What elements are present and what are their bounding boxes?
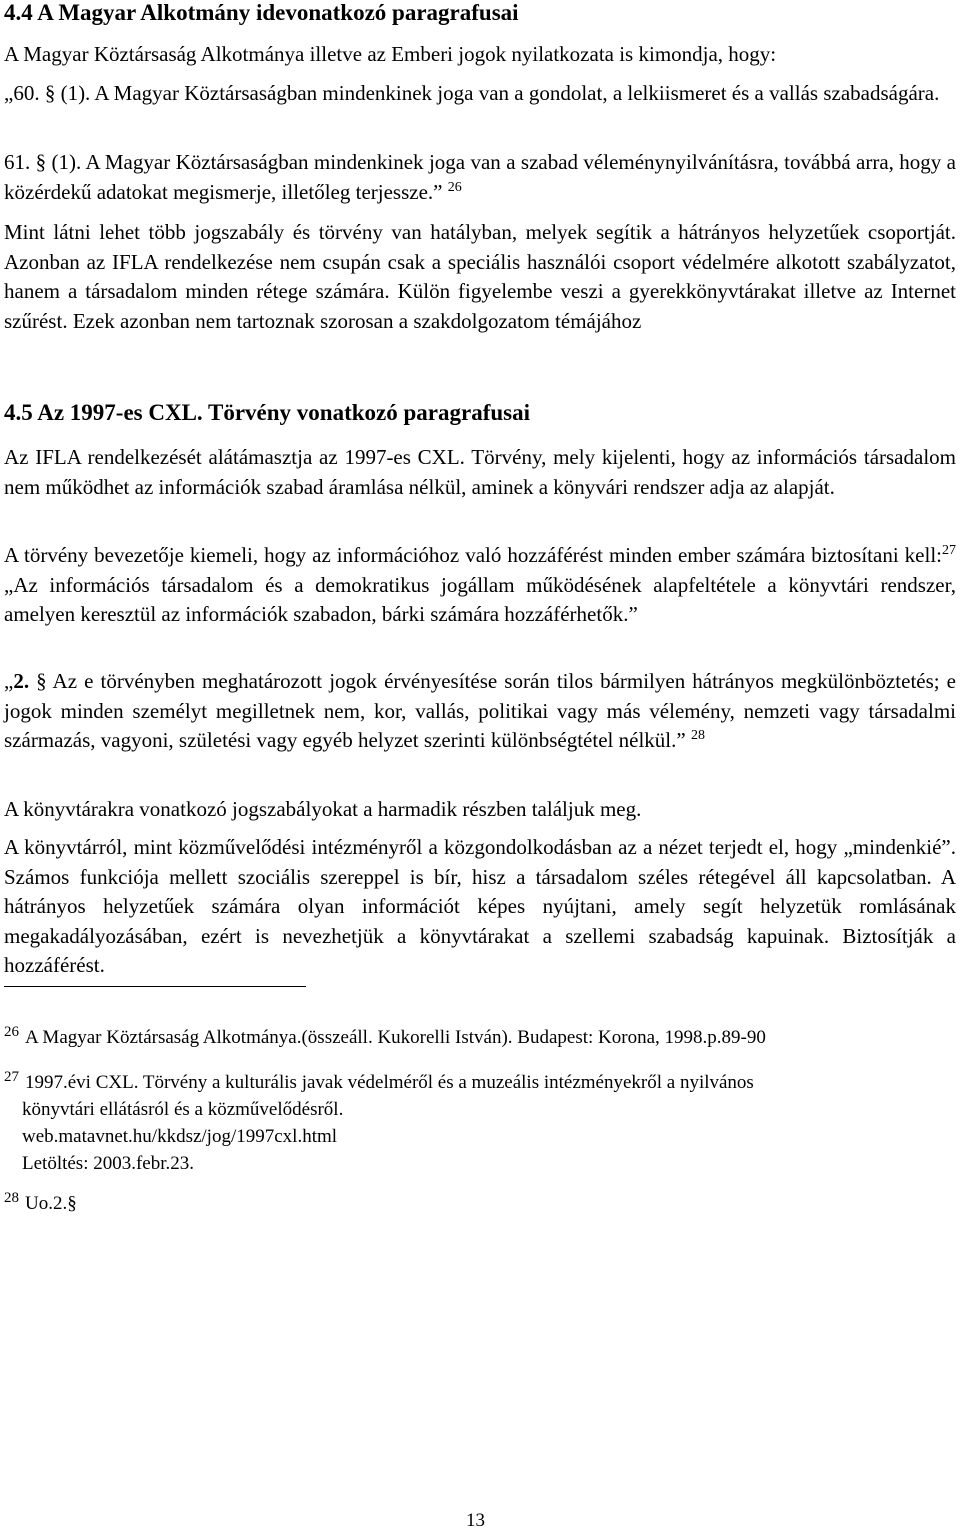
page-number: 13 [466,1510,485,1531]
footnote-text: A Magyar Köztársaság Alkotmánya.(összeáll. Kukorelli István). Budapest: Korona, 1998.p.89-90 [25,1027,766,1048]
libraries-law-paragraph: A könyvtárakra vonatkozó jogszabályokat a harmadik részben találjuk meg. [4,797,642,821]
introduction-quote-paragraph [4,541,956,630]
quote-text: § Az e törvényben meghatározott jogok érvényesítése során tilos bármilyen hátrányos megkülönböztetés; e jogok minden személyt megilletnek nem, kor, vallás, politikai vagy más vélemény, nemzeti vagy társadalmi származás, vagyoni, születési vagy egyéb helyzet szerinti különbségtétel nélkül.” [4,669,956,752]
paragraph-2-quote [4,667,956,756]
section-heading-4-5: 4.5 Az 1997-es CXL. Törvény vonatkozó paragrafusai [4,400,531,425]
intro-paragraph: A Magyar Köztársaság Alkotmánya illetve az Emberi jogok nyilatkozata is kimondja, hogy: [4,42,777,66]
footnote-text: 1997.évi CXL. Törvény a kulturális javak védelméről és a muzeális intézményekről a nyilvános [25,1072,754,1093]
footnote-27 [4,1069,956,1177]
footnote-28 [4,1190,956,1217]
ifla-paragraph: Mint látni lehet több jogszabály és törvény van hatályban, melyek segítik a hátrányos helyzetűek csoportját. Azonban az IFLA rendelkezése nem csupán csak a speciális használói csoport védelmére alkotott szabályzatot, hanem a társadalom minden rétege számára. Külön figyelembe veszi a gyerekkönyvtárakat illetve az Internet szűrést. Ezek azonban nem tartoznak szorosan a szakdolgozatom témájához [4,220,956,333]
footnote-number: 27 [4,1068,19,1085]
article-61-text: 61. § (1). A Magyar Köztársaságban mindenkinek joga van a szabad véleménynyilvánításra, továbbá arra, hogy a közérdekű adatokat megismerje, illetőleg terjessze.” [4,150,956,204]
footnote-text: könyvtári ellátásról és a közművelődésről. [22,1099,344,1120]
introduction-quote: „Az információs társadalom és a demokratikus jogállam működésének alapfeltétele a könyvtári rendszer, amelyen keresztül az információk szabadon, bárki számára hozzáférhetők.” [4,572,956,626]
introduction-text: A törvény bevezetője kiemeli, hogy az információhoz való hozzáférést minden ember számára biztosítani kell: [4,543,942,567]
quote-section-number: 2. [13,669,30,693]
quote-open-mark: „ [4,669,14,693]
article-61-paragraph [4,148,956,207]
footnote-text: Letöltés: 2003.febr.23. [22,1153,195,1174]
footnote-text: Uo.2.§ [25,1193,77,1214]
footnote-number: 28 [4,1189,19,1206]
footnote-ref-28: 28 [690,728,705,743]
footnote-ref-26: 26 [447,179,462,195]
footnote-separator [4,986,306,987]
library-role-paragraph: A könyvtárról, mint közművelődési intézményről a közgondolkodásban az a nézet terjedt el, hogy „mindenkié”. Számos funkciója mellett szociális szereppel is bír, hisz a társadalom széles rétegével áll kapcsolatban. A hátrányos helyzetűek számára olyan információt képes nyújtani, amely segít helyzetük romlásának megakadályozásában, ezért is nevezhetjük a könyvtárakat a szellemi szabadság kapuinak. Biztosítják a hozzáférést. [4,835,956,977]
footnote-ref-27: 27 [942,543,956,558]
cxl-paragraph: Az IFLA rendelkezését alátámasztja az 1997-es CXL. Törvény, mely kijelenti, hogy az információs társadalom nem működhet az információk szabad áramlása nélkül, aminek a könyvári rendszer adja az alapját. [4,445,956,499]
footnote-url[interactable]: web.matavnet.hu/kkdsz/jog/1997cxl.html [22,1126,338,1147]
article-60-paragraph: „60. § (1). A Magyar Köztársaságban mindenkinek joga van a gondolat, a lelkiismeret és a vallás szabadságára. [4,81,940,105]
footnote-26 [4,1024,956,1051]
section-heading-4-4: 4.4 A Magyar Alkotmány idevonatkozó paragrafusai [4,0,519,25]
footnote-number: 26 [4,1023,19,1040]
